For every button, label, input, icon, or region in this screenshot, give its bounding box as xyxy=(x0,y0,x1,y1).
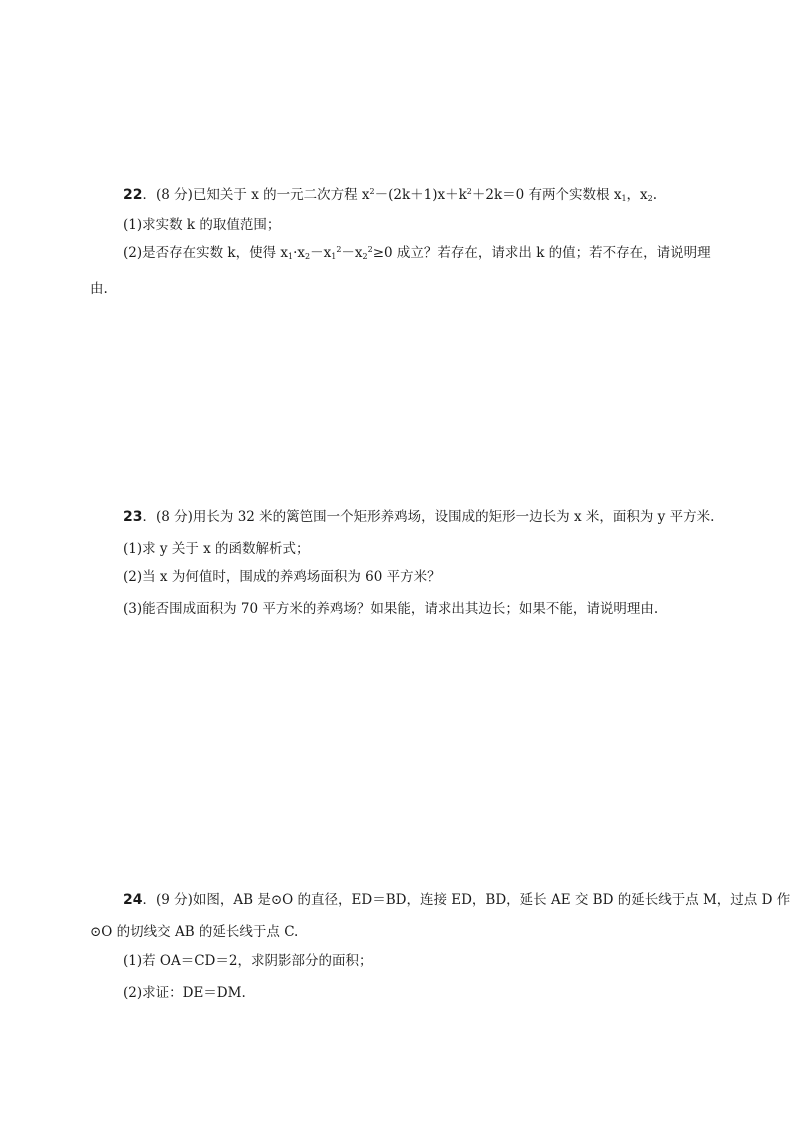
question-22-part-2: (2)是否存在实数 k，使得 $x_1\cdot x_2-x_1^2-x_2^2\ge 0$ 成立？若存在，请求出 k 的值；若不存在，请说明理 xyxy=(123,245,711,261)
question-23-part-2: (2)当 x 为何值时，围成的养鸡场面积为 60 平方米？ xyxy=(123,569,441,585)
question-23-score: ．(8 分) xyxy=(142,509,193,525)
question-23-stem: 23．(8 分)用长为 32 米的篱笆围一个矩形养鸡场，设围成的矩形一边长为 x 米，面积为 y 平方米. xyxy=(123,509,715,525)
question-24-part-1: (1)若 OA＝CD＝2，求阴影部分的面积； xyxy=(123,953,373,969)
question-23-number: 23 xyxy=(123,509,143,525)
question-23-part-1: (1)求 y 关于 x 的函数解析式； xyxy=(123,541,310,557)
question-24-score: ．(9 分) xyxy=(142,892,193,908)
question-22-number: 22 xyxy=(123,187,143,203)
question-22-part-2-continued: 由. xyxy=(90,281,108,297)
question-24-stem-continued: ⊙O 的切线交 AB 的延长线于点 C. xyxy=(90,924,299,940)
question-24-stem: 24．(9 分)如图，AB 是⊙O 的直径，ED＝BD，连接 ED，BD，延长 AE 交 BD 的延长线于点 M，过点 D 作 xyxy=(123,892,791,908)
question-22-score: ．(8 分) xyxy=(142,187,193,203)
question-22-stem: 22．(8 分)已知关于 x 的一元二次方程 $x^2-(2k+1)x+k^2+2k=0$ 有两个实数根 $x_1$，$x_2$. xyxy=(123,187,658,203)
question-22-part-1: (1)求实数 k 的取值范围； xyxy=(123,217,281,233)
question-24-number: 24 xyxy=(123,892,143,908)
question-23-part-3: (3)能否围成面积为 70 平方米的养鸡场？如果能，请求出其边长；如果不能，请说明理由. xyxy=(123,601,659,617)
question-24-part-2: (2)求证：DE＝DM. xyxy=(123,985,246,1001)
